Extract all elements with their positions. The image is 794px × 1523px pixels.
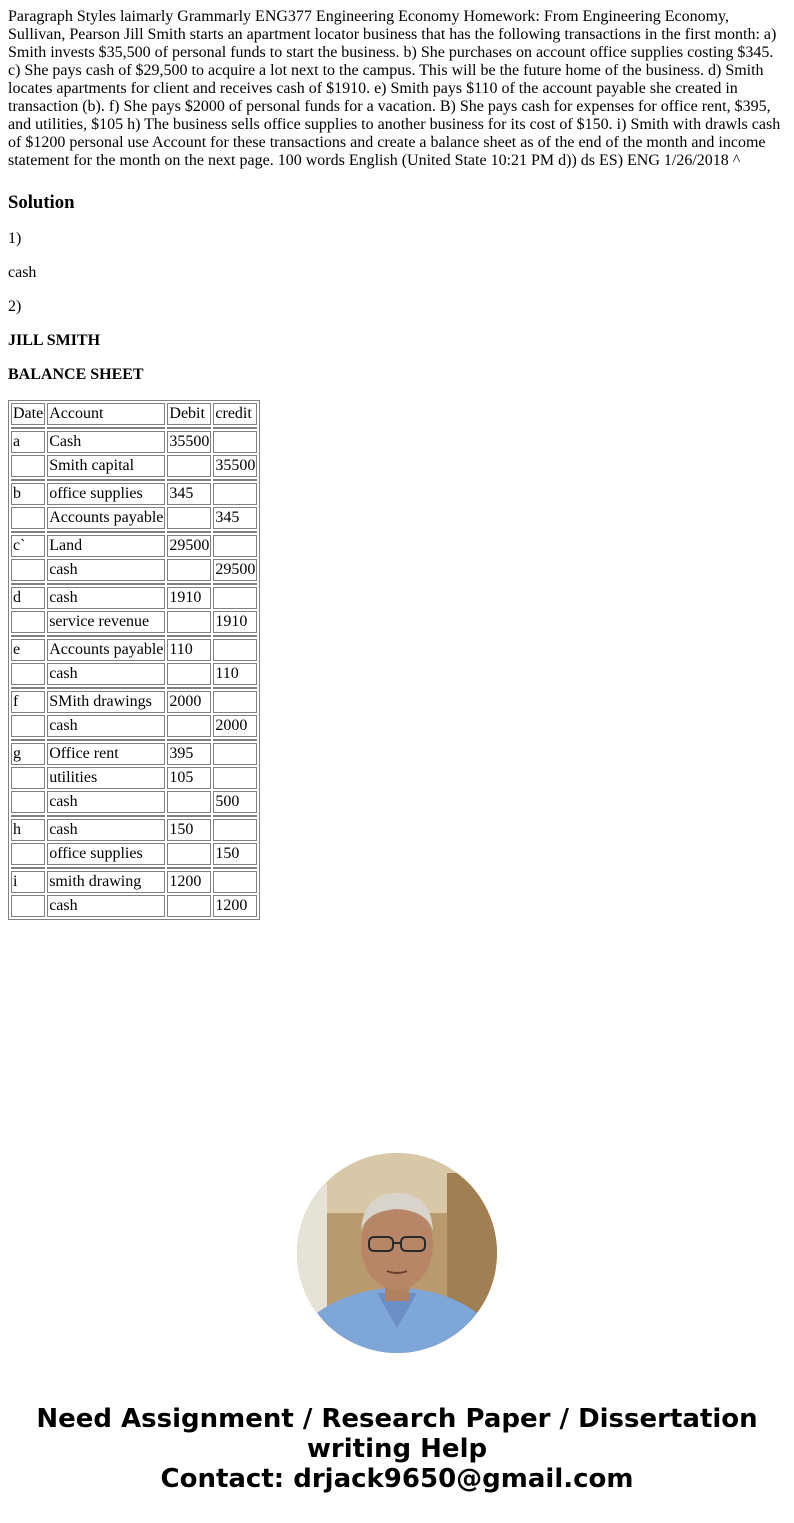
- table-group-separator: [11, 867, 257, 869]
- banner-line-1: Need Assignment / Research Paper / Dissertation: [36, 1404, 758, 1434]
- cell-debit: 395: [167, 743, 211, 765]
- table-group-separator: [11, 687, 257, 689]
- separator-cell: [47, 427, 165, 429]
- cell-account: Cash: [47, 431, 165, 453]
- journal-table: [8, 400, 260, 920]
- cell-credit: [213, 819, 257, 841]
- cell-credit: 1910: [213, 611, 257, 633]
- cell-debit: [167, 455, 211, 477]
- cell-date: [11, 559, 45, 581]
- table-group-separator: [11, 583, 257, 585]
- separator-cell: [11, 479, 45, 481]
- separator-cell: [213, 739, 257, 741]
- separator-cell: [11, 427, 45, 429]
- cell-date: [11, 507, 45, 529]
- cell-debit: [167, 843, 211, 865]
- part-1-answer: cash: [8, 264, 37, 281]
- cell-account: Office rent: [47, 743, 165, 765]
- separator-cell: [213, 427, 257, 429]
- separator-cell: [213, 815, 257, 817]
- separator-cell: [213, 531, 257, 533]
- question-text: Paragraph Styles laimarly Grammarly ENG377 Engineering Economy Homework: From Engineering Economy, Sullivan, Pearson Jill Smith starts an apartment locator business that has the following transactions in the first month: a) Smith invests $35,500 of personal funds to start the business. b) She purchases on account office supplies costing $345. c) She pays cash of $29,500 to acquire a lot next to the campus. This will be the future home of the business. d) Smith locates apartments for client and receives cash of $1910. e) Smith pays $110 of the account payable she created in transaction (b). f) She pays $2000 of personal funds for a vacation. B) She pays cash for expenses for office rent, $395, and utilities, $105 h) The business sells office supplies to another business for its cost of $150. i) Smith with drawls cash of $1200 personal use Account for these transactions and create a balance sheet as of the end of the month and income statement for the month on the next page. 100 words English (United State 10:21 PM d)) ds ES) ENG 1/26/2018 ^: [8, 8, 781, 169]
- cell-date: [11, 791, 45, 813]
- cell-account: office supplies: [47, 483, 165, 505]
- separator-cell: [47, 531, 165, 533]
- cell-credit: 500: [213, 791, 257, 813]
- table-row: [11, 559, 257, 581]
- cell-date: [11, 843, 45, 865]
- cell-credit: 150: [213, 843, 257, 865]
- table-group-separator: [11, 531, 257, 533]
- cell-debit: [167, 611, 211, 633]
- cell-date: c`: [11, 535, 45, 557]
- table-row: [11, 663, 257, 685]
- cell-credit: 1200: [213, 895, 257, 917]
- cell-account: cash: [47, 895, 165, 917]
- cell-account: cash: [47, 819, 165, 841]
- separator-cell: [167, 867, 211, 869]
- table-row: [11, 483, 257, 505]
- cell-account: cash: [47, 587, 165, 609]
- table-row: [11, 743, 257, 765]
- separator-cell: [213, 635, 257, 637]
- table-row: [11, 455, 257, 477]
- table-group-separator: [11, 427, 257, 429]
- cell-debit: 35500: [167, 431, 211, 453]
- separator-cell: [167, 687, 211, 689]
- part-1-label: 1): [8, 230, 22, 247]
- table-row: [11, 639, 257, 661]
- separator-cell: [167, 739, 211, 741]
- cell-date: a: [11, 431, 45, 453]
- cell-account: Smith capital: [47, 455, 165, 477]
- separator-cell: [11, 531, 45, 533]
- cell-account: Accounts payable: [47, 507, 165, 529]
- cell-credit: [213, 535, 257, 557]
- cell-debit: 110: [167, 639, 211, 661]
- banner-line-2: writing Help: [306, 1434, 488, 1464]
- journal-table-body: [11, 403, 257, 917]
- cell-debit: 1200: [167, 871, 211, 893]
- cell-debit: [167, 559, 211, 581]
- cell-debit: [167, 507, 211, 529]
- table-row: [11, 791, 257, 813]
- cell-account: Land: [47, 535, 165, 557]
- table-row: [11, 535, 257, 557]
- cell-date: e: [11, 639, 45, 661]
- table-row: [11, 587, 257, 609]
- table-row: [11, 507, 257, 529]
- separator-cell: [167, 815, 211, 817]
- separator-cell: [11, 739, 45, 741]
- solution-heading: Solution: [8, 192, 75, 213]
- cell-debit: 29500: [167, 535, 211, 557]
- table-row: [11, 715, 257, 737]
- separator-cell: [11, 867, 45, 869]
- cell-credit: 345: [213, 507, 257, 529]
- cell-date: [11, 767, 45, 789]
- table-group-separator: [11, 739, 257, 741]
- separator-cell: [47, 583, 165, 585]
- separator-cell: [47, 479, 165, 481]
- separator-cell: [47, 739, 165, 741]
- cell-account: cash: [47, 715, 165, 737]
- separator-cell: [167, 635, 211, 637]
- cell-credit: [213, 483, 257, 505]
- separator-cell: [11, 635, 45, 637]
- table-row: [11, 871, 257, 893]
- cell-date: [11, 611, 45, 633]
- cell-debit: [167, 791, 211, 813]
- cell-account: office supplies: [47, 843, 165, 865]
- banner-contact: Contact: drjack9650@gmail.com: [160, 1464, 634, 1494]
- table-group-separator: [11, 815, 257, 817]
- cell-debit: 1910: [167, 587, 211, 609]
- cell-debit: 345: [167, 483, 211, 505]
- cell-account: service revenue: [47, 611, 165, 633]
- cell-account: smith drawing: [47, 871, 165, 893]
- cell-date: h: [11, 819, 45, 841]
- cell-credit: [213, 587, 257, 609]
- separator-cell: [167, 427, 211, 429]
- cell-date: b: [11, 483, 45, 505]
- table-header-row: [11, 403, 257, 425]
- sheet-title: BALANCE SHEET: [8, 366, 144, 383]
- header-credit: credit: [213, 403, 257, 425]
- avatar: [297, 1153, 497, 1353]
- cell-date: [11, 895, 45, 917]
- separator-cell: [47, 687, 165, 689]
- separator-cell: [47, 867, 165, 869]
- promo-banner: [0, 1404, 794, 1494]
- separator-cell: [167, 479, 211, 481]
- cell-debit: 150: [167, 819, 211, 841]
- table-group-separator: [11, 479, 257, 481]
- cell-credit: 29500: [213, 559, 257, 581]
- table-row: [11, 431, 257, 453]
- separator-cell: [11, 815, 45, 817]
- header-account: Account: [47, 403, 165, 425]
- portrait-image: [297, 1153, 497, 1353]
- separator-cell: [167, 583, 211, 585]
- cell-date: f: [11, 691, 45, 713]
- separator-cell: [213, 479, 257, 481]
- table-row: [11, 767, 257, 789]
- cell-account: SMith drawings: [47, 691, 165, 713]
- part-2-label: 2): [8, 298, 22, 315]
- cell-credit: [213, 639, 257, 661]
- table-row: [11, 843, 257, 865]
- separator-cell: [167, 531, 211, 533]
- table-row: [11, 819, 257, 841]
- cell-date: [11, 663, 45, 685]
- cell-account: cash: [47, 559, 165, 581]
- table-row: [11, 895, 257, 917]
- cell-date: d: [11, 587, 45, 609]
- cell-debit: [167, 895, 211, 917]
- cell-debit: [167, 715, 211, 737]
- cell-date: i: [11, 871, 45, 893]
- document-body: [8, 8, 786, 920]
- cell-credit: [213, 431, 257, 453]
- cell-account: cash: [47, 791, 165, 813]
- cell-debit: 105: [167, 767, 211, 789]
- cell-debit: [167, 663, 211, 685]
- table-row: [11, 691, 257, 713]
- separator-cell: [47, 815, 165, 817]
- separator-cell: [213, 867, 257, 869]
- cell-credit: [213, 743, 257, 765]
- cell-account: Accounts payable: [47, 639, 165, 661]
- cell-account: utilities: [47, 767, 165, 789]
- cell-credit: 35500: [213, 455, 257, 477]
- cell-account: cash: [47, 663, 165, 685]
- header-debit: Debit: [167, 403, 211, 425]
- cell-credit: 110: [213, 663, 257, 685]
- cell-credit: 2000: [213, 715, 257, 737]
- company-name: JILL SMITH: [8, 332, 101, 349]
- cell-credit: [213, 767, 257, 789]
- separator-cell: [213, 687, 257, 689]
- cell-credit: [213, 691, 257, 713]
- cell-credit: [213, 871, 257, 893]
- table-row: [11, 611, 257, 633]
- header-date: Date: [11, 403, 45, 425]
- cell-date: [11, 455, 45, 477]
- separator-cell: [11, 687, 45, 689]
- separator-cell: [11, 583, 45, 585]
- cell-date: g: [11, 743, 45, 765]
- table-group-separator: [11, 635, 257, 637]
- cell-debit: 2000: [167, 691, 211, 713]
- separator-cell: [213, 583, 257, 585]
- separator-cell: [47, 635, 165, 637]
- cell-date: [11, 715, 45, 737]
